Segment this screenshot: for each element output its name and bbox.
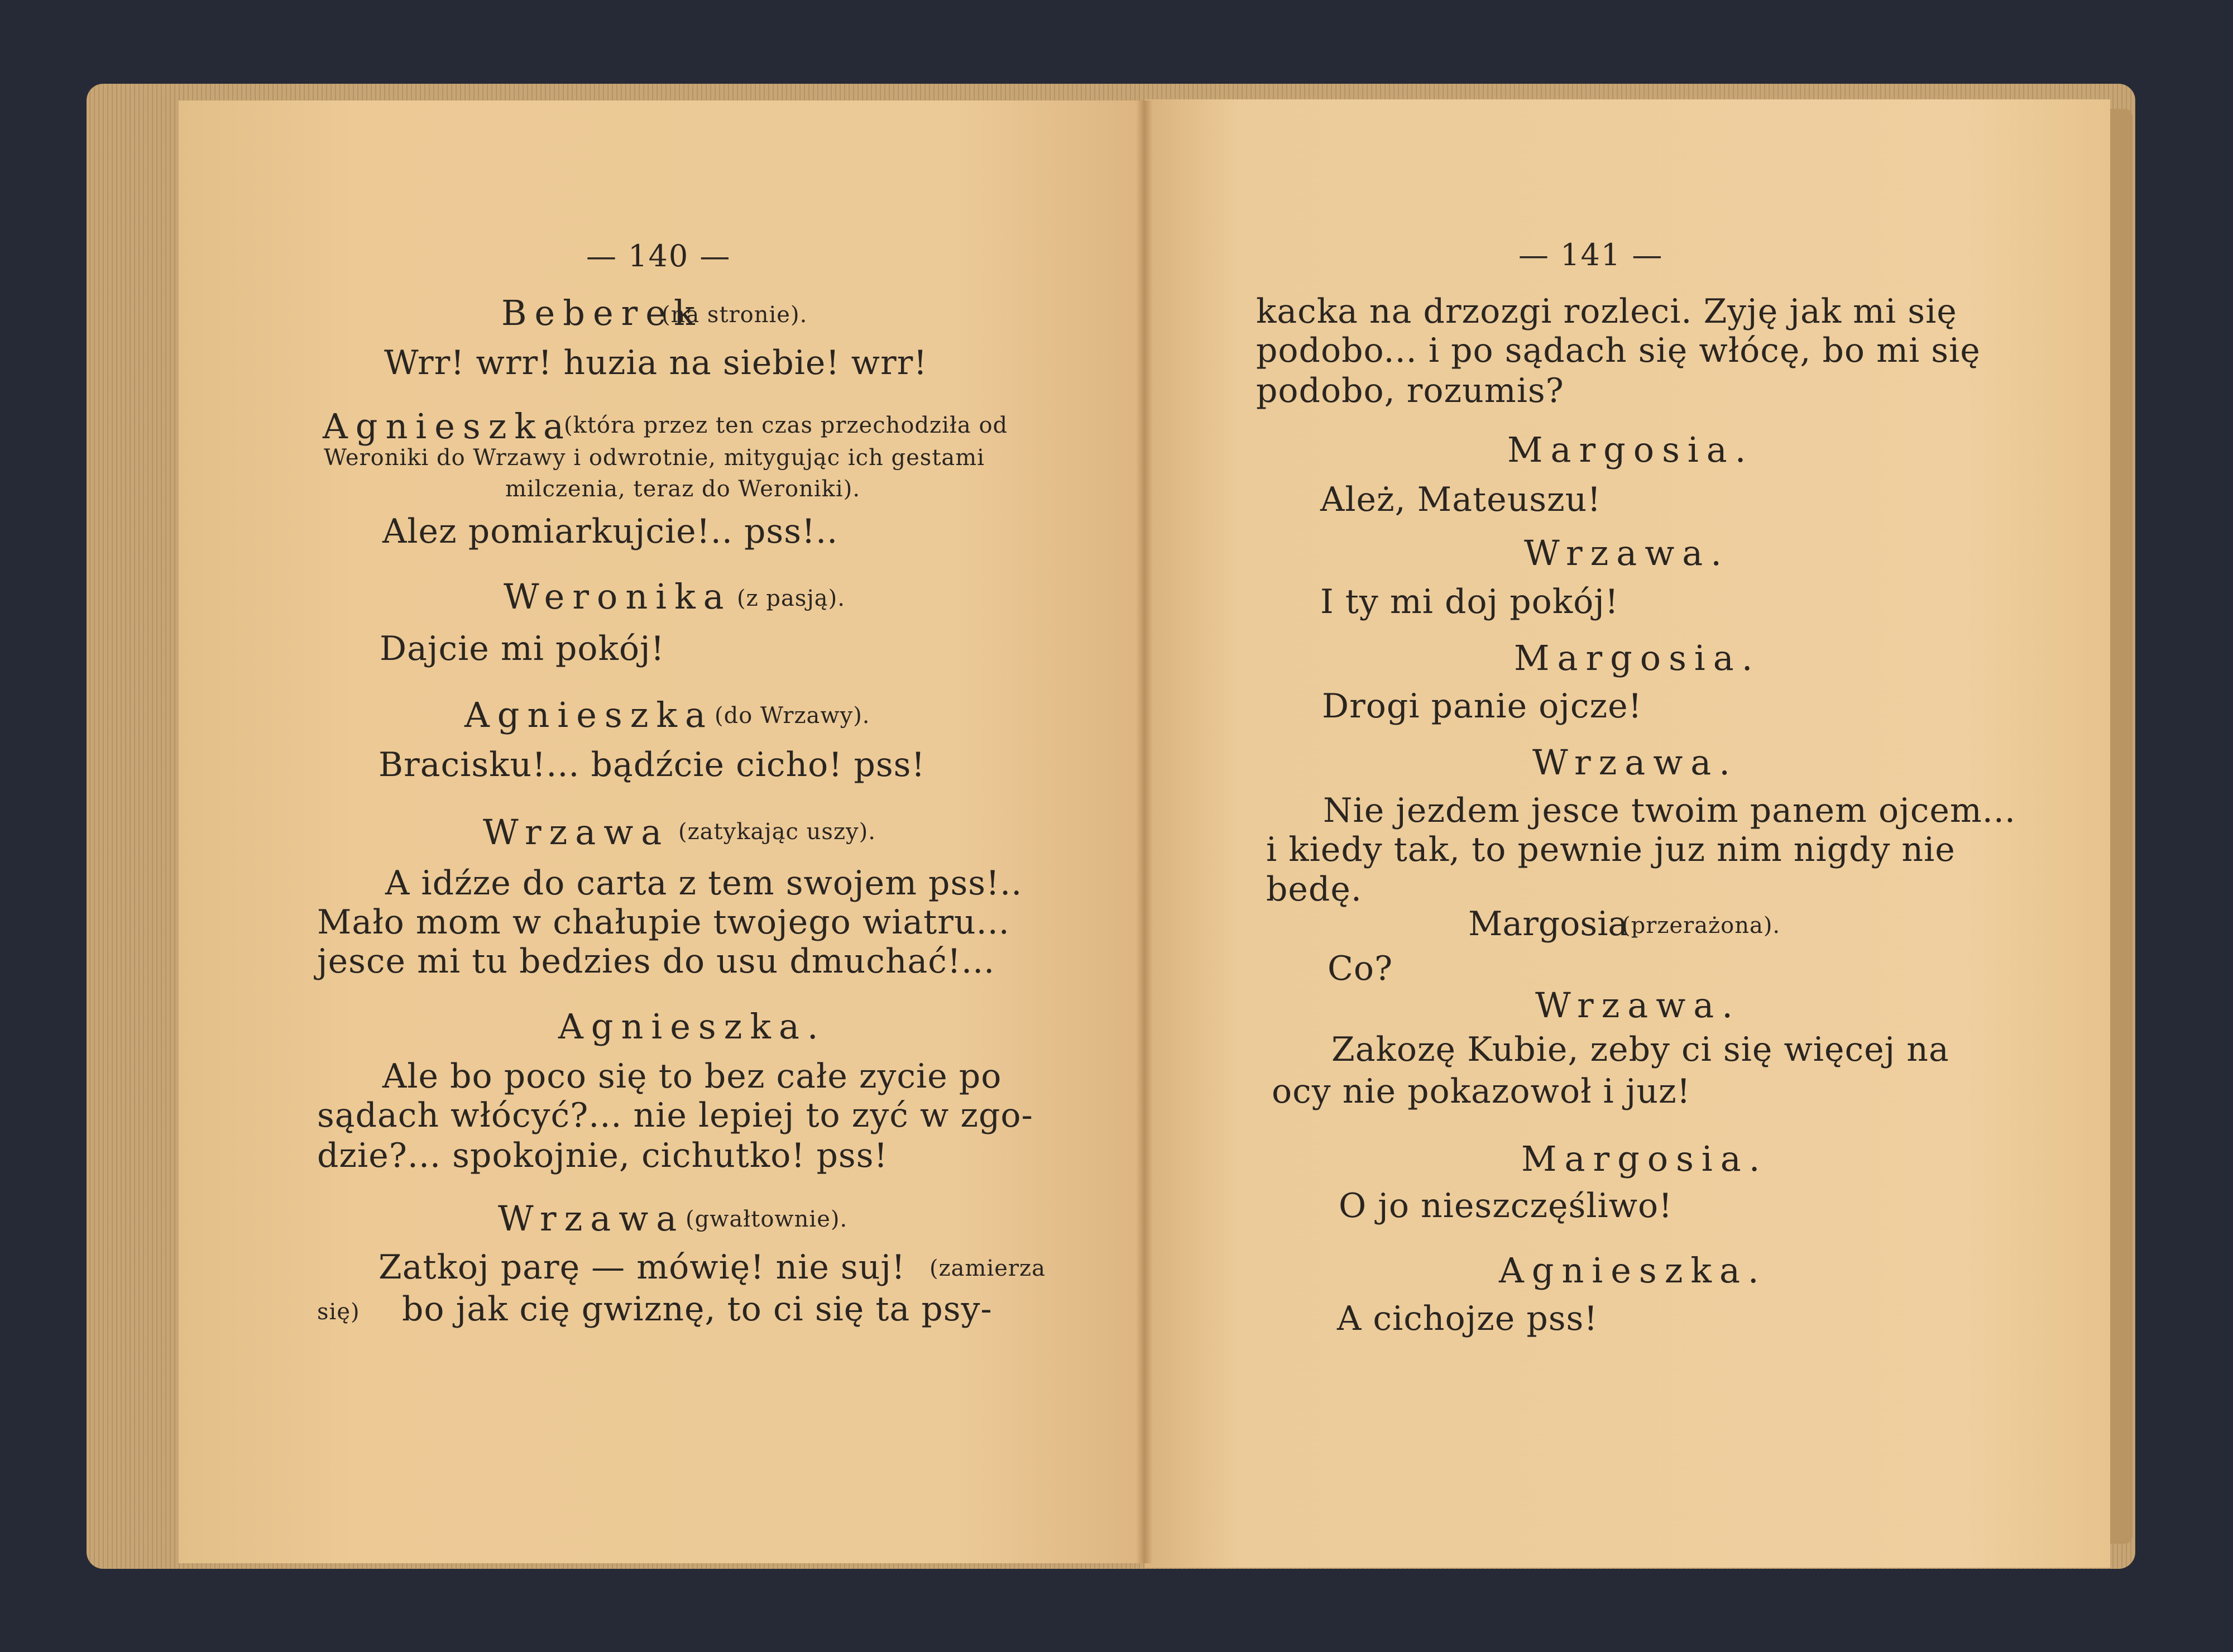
right-page-edges <box>2110 109 2133 1544</box>
dialogue-line: Bracisku!... bądźcie cicho! pss! <box>378 745 926 784</box>
dialogue-line: Zatkoj parę — mówię! nie suj! <box>378 1248 906 1287</box>
dialogue-line: A idźze do carta z tem swojem pss!.. <box>385 864 1023 903</box>
speaker-name: Margosia. <box>1507 429 1754 470</box>
gutter <box>1136 100 1153 1563</box>
dialogue-line: Mało mom w chałupie twojego wiatru... <box>317 903 1010 942</box>
dialogue-line: Ależ, Mateuszu! <box>1320 480 1602 519</box>
dialogue-line: ocy nie pokazowoł i juz! <box>1272 1072 1691 1111</box>
speaker-name: Agnieszka. <box>1499 1250 1767 1291</box>
stage-direction: (przerażona). <box>1622 913 1781 938</box>
stage-direction: milczenia, teraz do Weroniki). <box>505 476 861 502</box>
stage-direction: (gwałtownie). <box>686 1206 848 1232</box>
stage-direction: (zatykając uszy). <box>678 819 876 845</box>
dialogue-line: bedę. <box>1266 870 1362 909</box>
speaker-name: Wrzawa. <box>1532 742 1738 783</box>
dialogue-line: bo jak cię gwiznę, to ci się ta psy- <box>402 1290 993 1329</box>
speaker-name: Margosia. <box>1521 1138 1768 1179</box>
speaker-name: Wrzawa <box>498 1198 685 1239</box>
dialogue-line: dzie?... spokojnie, cichutko! pss! <box>317 1136 888 1175</box>
speaker-name: Weronika <box>504 576 732 617</box>
speaker-name: Margosia <box>1468 904 1628 944</box>
speaker-name: Beberek <box>501 293 703 333</box>
stage-direction: (z pasją). <box>737 586 845 611</box>
dialogue-line: I ty mi doj pokój! <box>1320 582 1619 621</box>
speaker-name: Agnieszka <box>323 406 572 447</box>
dialogue-line: i kiedy tak, to pewnie juz nim nigdy nie <box>1266 830 1956 869</box>
dialogue-line: Dajcie mi pokój! <box>380 629 665 668</box>
stage-direction: (która przez ten czas przechodziła od <box>564 413 1008 438</box>
speaker-name: Wrzawa. <box>1535 985 1741 1026</box>
stage-direction: (zamierza <box>929 1256 1046 1281</box>
stage-direction: Weroniki do Wrzawy i odwrotnie, mitygując ich gestami <box>324 445 985 471</box>
stage-direction: (do Wrzawy). <box>715 703 870 729</box>
dialogue-line: podobo... i po sądach się włócę, bo mi się <box>1256 331 1981 370</box>
page-number-right: — 141 — <box>1518 237 1664 272</box>
dialogue-line: jesce mi tu bedzies do usu dmuchać!... <box>317 942 995 981</box>
dialogue-line: Wrr! wrr! huzia na siebie! wrr! <box>384 343 928 382</box>
speaker-name: Agnieszka <box>464 695 713 735</box>
dialogue-line: kacka na drzozgi rozleci. Zyję jak mi się <box>1256 292 1957 331</box>
dialogue-line: Ale bo poco się to bez całe zycie po <box>382 1057 1002 1096</box>
speaker-name: Wrzawa. <box>1524 533 1729 573</box>
dialogue-line: podobo, rozumis? <box>1256 371 1564 410</box>
dialogue-line: Co? <box>1328 949 1393 988</box>
stage-direction: się) <box>317 1299 360 1325</box>
stage-direction: (na stronie). <box>662 302 808 328</box>
dialogue-line: sądach włócyć?... nie lepiej to zyć w zgo- <box>317 1096 1033 1135</box>
dialogue-line: O jo nieszczęśliwo! <box>1339 1186 1673 1225</box>
dialogue-line: Drogi panie ojcze! <box>1322 687 1642 726</box>
dialogue-line: Alez pomiarkujcie!.. pss!.. <box>382 512 838 551</box>
speaker-name: Margosia. <box>1514 638 1761 678</box>
dialogue-line: A cichojze pss! <box>1337 1299 1598 1338</box>
speaker-name: Agnieszka. <box>558 1006 826 1047</box>
dialogue-line: Zakozę Kubie, zeby ci się więcej na <box>1331 1030 1949 1069</box>
page-number-left: — 140 — <box>586 238 731 274</box>
speaker-name: Wrzawa <box>483 812 670 853</box>
dialogue-line: Nie jezdem jesce twoim panem ojcem... <box>1323 791 2016 830</box>
